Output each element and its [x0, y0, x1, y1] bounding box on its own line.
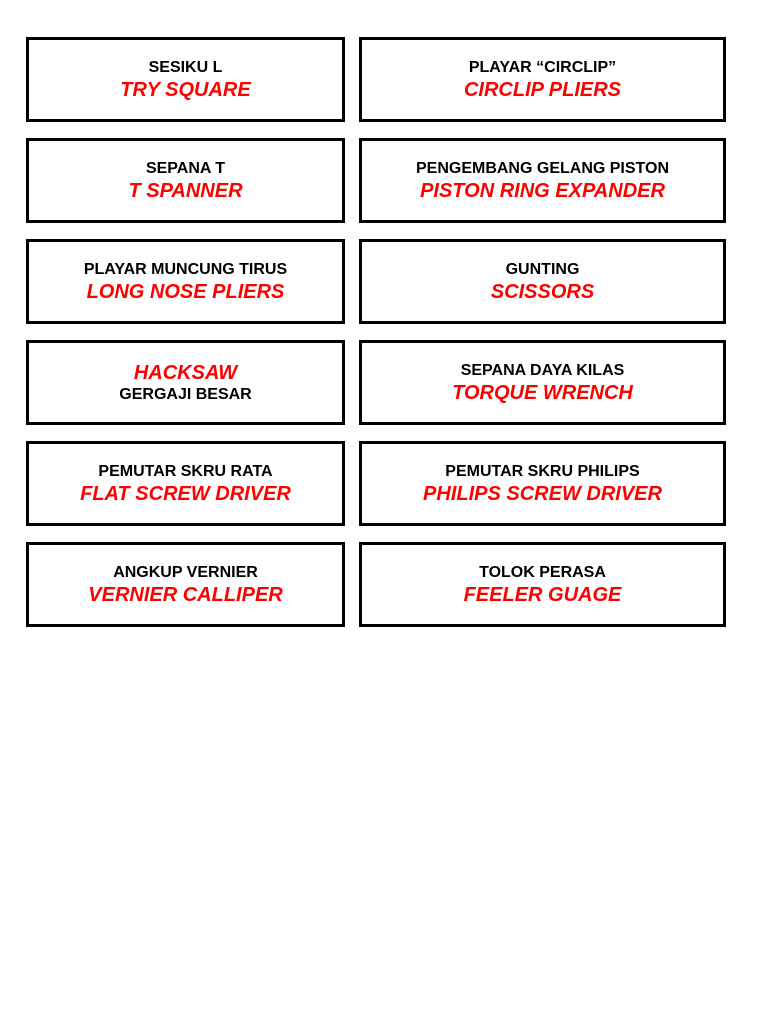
malay-label: PEMUTAR SKRU PHILIPS: [445, 463, 640, 480]
label-card-t-spanner: [26, 138, 345, 223]
english-label: FEELER GUAGE: [463, 584, 622, 606]
malay-label: ANGKUP VERNIER: [113, 564, 258, 581]
malay-label: PENGEMBANG GELANG PISTON: [415, 160, 670, 177]
label-card-flat-screw-driver: [26, 441, 345, 526]
english-label: TRY SQUARE: [120, 79, 251, 101]
english-label: T SPANNER: [128, 180, 243, 202]
english-label: VERNIER CALLIPER: [88, 584, 283, 606]
english-label: SCISSORS: [490, 281, 595, 303]
label-card-hacksaw: [26, 340, 345, 425]
label-card-torque-wrench: [359, 340, 726, 425]
english-label: CIRCLIP PLIERS: [463, 79, 622, 101]
malay-label: TOLOK PERASA: [479, 564, 606, 581]
malay-label: SESIKU L: [148, 59, 223, 76]
malay-label: PEMUTAR SKRU RATA: [98, 463, 273, 480]
english-label: FLAT SCREW DRIVER: [80, 483, 291, 505]
malay-label: GERGAJI BESAR: [119, 386, 252, 403]
label-card-vernier-calliper: [26, 542, 345, 627]
malay-label: GUNTING: [505, 261, 580, 278]
english-label: PISTON RING EXPANDER: [420, 180, 665, 202]
label-card-circlip-pliers: [359, 37, 726, 122]
english-label: HACKSAW: [133, 362, 238, 384]
label-card-long-nose-pliers: [26, 239, 345, 324]
malay-label: PLAYAR MUNCUNG TIRUS: [83, 261, 288, 278]
label-card-try-square: [26, 37, 345, 122]
label-card-feeler-guage: [359, 542, 726, 627]
label-card-grid: [26, 37, 726, 627]
english-label: TORQUE WRENCH: [452, 382, 633, 404]
english-label: LONG NOSE PLIERS: [86, 281, 285, 303]
malay-label: PLAYAR “CIRCLIP”: [468, 59, 617, 76]
label-card-philips-screw-driver: [359, 441, 726, 526]
label-card-scissors: [359, 239, 726, 324]
malay-label: SEPANA T: [145, 160, 226, 177]
malay-label: SEPANA DAYA KILAS: [460, 362, 625, 379]
label-card-piston-ring-expander: [359, 138, 726, 223]
english-label: PHILIPS SCREW DRIVER: [423, 483, 662, 505]
